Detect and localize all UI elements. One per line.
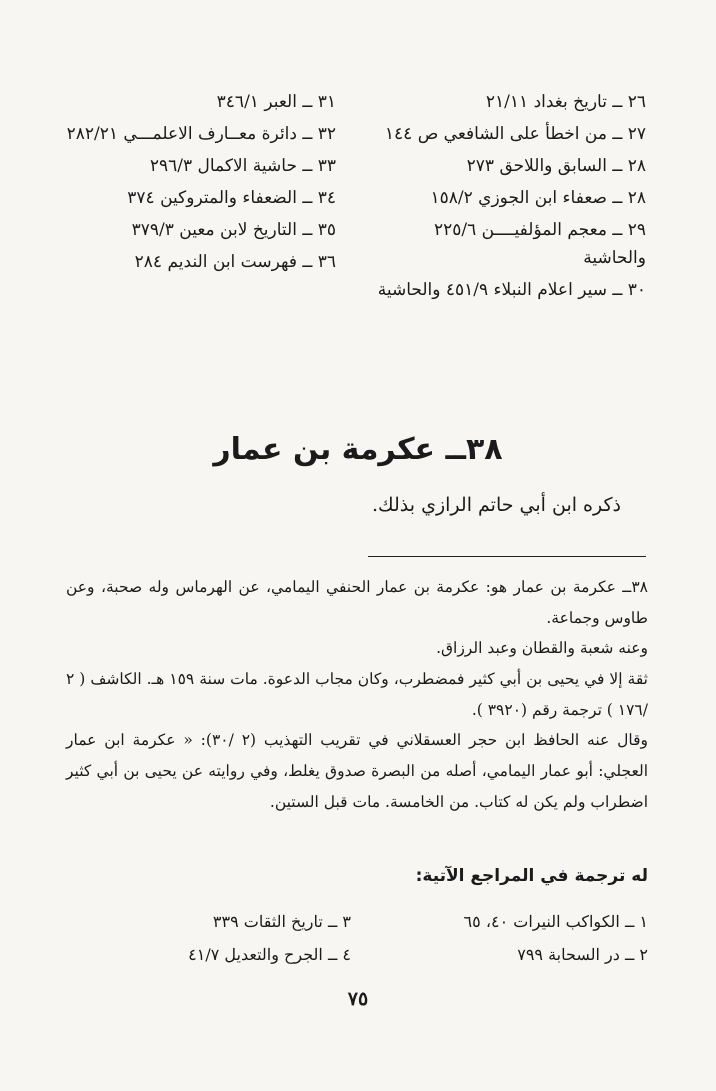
footnote-paragraph: ٣٨ــ عكرمة بن عمار هو: عكرمة بن عمار الحنفي اليمامي، عن الهرماس وله صحبة، وعن طاوس وجماعة. (66, 578, 648, 627)
footnote-paragraph: وعنه شعبة والقطان وعبد الرزاق. (436, 639, 648, 658)
reference-entry: ٣٢ ــ دائرة معــارف الاعلمـــي ٢٨٢/٢١ (66, 124, 336, 145)
reference-entry: ٣٤ ــ الضعفاء والمتروكين ٣٧٤ (127, 188, 336, 209)
reference-entry: ٣٠ ــ سير اعلام النبلاء ٤٥١/٩ والحاشية (377, 280, 646, 301)
page-number: ٧٥ (347, 988, 369, 1010)
reference-entry: ١ ــ الكواكب النيرات ٤٠، ٦٥ (463, 912, 648, 931)
reference-entry: ٢٩ ــ معجم المؤلفيــــن ٢٢٥/٦ والحاشية (434, 220, 646, 269)
entry-intro: ذكره ابن أبي حاتم الرازي بذلك. (371, 494, 621, 516)
reference-entry: ٢٨ ــ صعفاء ابن الجوزي ١٥٨/٢ (430, 188, 646, 209)
footnote-divider (368, 556, 646, 557)
footnote-paragraph: ثقة إلا في يحيى بن أبي كثير فمضطرب، وكان مجاب الدعوة. مات سنة ١٥٩ هـ. الكاشف ( ٢ /١٧٦ ) ترجمة رقم (٣٩٢٠ ). (66, 670, 648, 719)
reference-entry: ٢٧ ــ من اخطأ على الشافعي ص ١٤٤ (384, 124, 646, 145)
reference-entry: ٣٦ ــ فهرست ابن النديم ٢٨٤ (134, 252, 336, 273)
reference-entry: ٣ ــ تاريخ الثقات ٣٣٩ (212, 912, 351, 931)
references-bottom-title: له ترجمة في المراجع الآتية: (415, 866, 648, 886)
reference-entry: ٣٥ ــ التاريخ لابن معين ٣٧٩/٣ (131, 220, 336, 241)
references-bottom-left-column (91, 906, 351, 972)
reference-entry: ٤ ــ الجرح والتعديل ٤١/٧ (188, 944, 351, 964)
footnote (66, 572, 648, 818)
reference-entry: ٣٣ ــ حاشية الاكمال ٢٩٦/٣ (149, 156, 336, 177)
references-bottom-right-column (408, 906, 648, 972)
footnote-paragraph: وقال عنه الحافظ ابن حجر العسقلاني في تقريب التهذيب (٢ /٣٠): « عكرمة ابن عمار العجلي: أبو عمار اليمامي، أصله من البصرة صدوق يغلط، وفي روايته عن يحيى بن أبي كثير اضطراب ولم يكن له كتاب. من الخامسة. مات قبل الستين. (66, 731, 648, 811)
references-top-right-column (366, 88, 646, 308)
references-top-left-column (46, 88, 336, 280)
reference-entry: ٢٦ ــ تاريخ بغداد ٢١/١١ (485, 92, 646, 112)
reference-entry: ٢٨ ــ السابق واللاحق ٢٧٣ (466, 156, 646, 177)
entry-heading: ٣٨ــ عكرمة بن عمار (213, 432, 503, 467)
reference-entry: ٢ ــ در السحابة ٧٩٩ (517, 944, 648, 964)
reference-entry: ٣١ ــ العبر ٣٤٦/١ (216, 92, 336, 112)
